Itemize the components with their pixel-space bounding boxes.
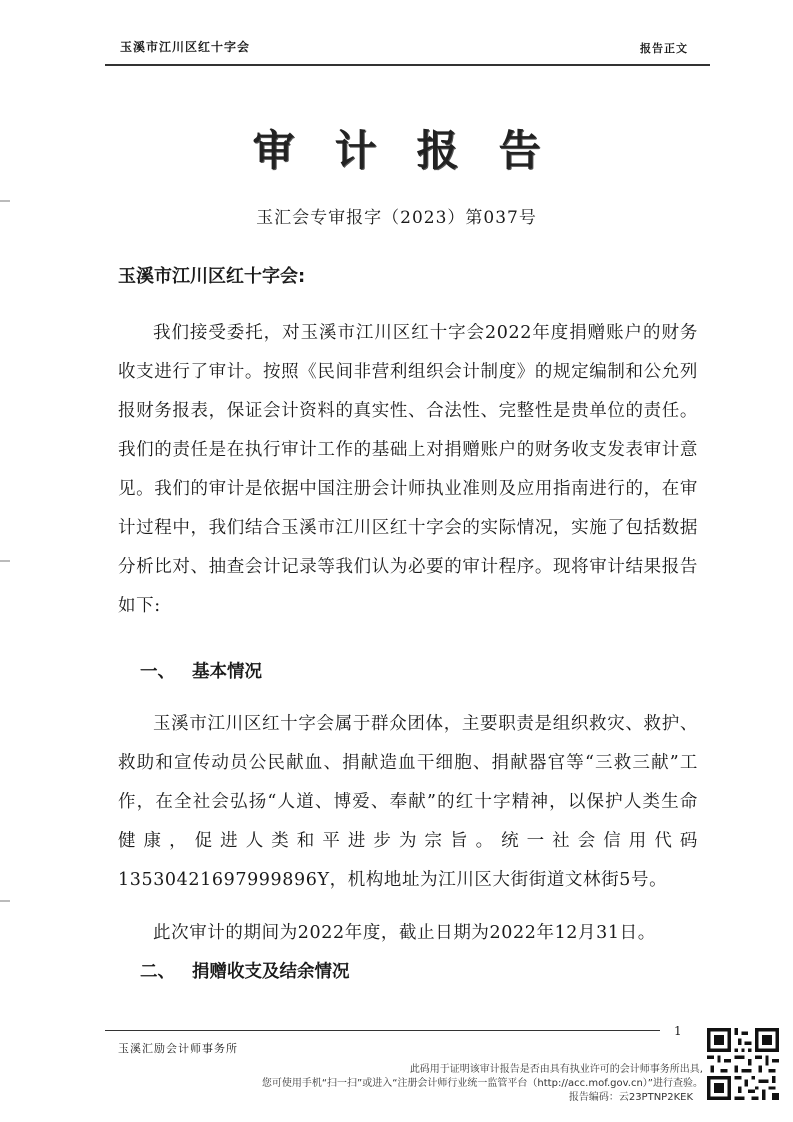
verification-note: 此码用于证明该审计报告是否由具有执业许可的会计师事务所出具, [409,1064,703,1075]
binding-mark [0,900,10,902]
verification-note: 您可使用手机“扫一扫”或进入“注册会计师行业统一监管平台（http://acc.mof.gov.cn）”进行查验。 [261,1078,703,1089]
intro-paragraph: 我们接受委托，对玉溪市江川区红十字会2022年度捐赠账户的财务收支进行了审计。按照《民间非营利组织会计制度》的规定编制和公允列报财务报表，保证会计资料的真实性、合法性、完整性是贵单位的责任。我们的责任是在执行审计工作的基础上对捐赠账户的财务收支发表审计意见。我们的审计是依据中国注册会计师执业准则及应用指南进行的，在审计过程中，我们结合玉溪市江川区红十字会的实际情况，实施了包括数据分析比对、抽查会计记录等我们认为必要的审计程序。现将审计结果报告如下: [118,323,698,616]
report-number: 玉汇会专审报字（2023）第037号 [256,208,537,228]
audit-period-paragraph: 此次审计的期间为2022年度，截止日期为2022年12月31日。 [153,923,656,943]
qr-code-icon[interactable] [707,1028,779,1100]
section-heading-donations [140,958,350,983]
report-title: 审计报告 [252,126,581,175]
section-title: 捐赠收支及结余情况 [192,962,350,982]
binding-mark [0,560,10,562]
header-org-name: 玉溪市江川区红十字会 [120,40,251,54]
section-title: 基本情况 [192,662,262,682]
firm-name: 玉溪汇励会计师事务所 [118,1042,238,1055]
report-code: 报告编码：云23PTNP2KEK [568,1092,693,1103]
basic-info-paragraph: 玉溪市江川区红十字会属于群众团体，主要职责是组织救灾、救护、救助和宣传动员公民献血、捐献造血干细胞、捐献器官等“三救三献”工作，在全社会弘扬“人道、博爱、奉献”的红十字精神，以保护人类生命健康，促进人类和平进步为宗旨。统一社会信用代码13530421697999896Y，机构地址为江川区大街街道文林街5号。 [118,714,698,890]
header-doc-tag: 报告正文 [640,42,688,55]
section-number: 二、 [140,962,175,982]
binding-mark [0,200,10,202]
section-heading-basic [140,658,262,683]
footer-divider [105,1030,660,1031]
header-divider [105,64,710,66]
addressee: 玉溪市江川区红十字会: [118,266,306,287]
page-number: 1 [674,1024,682,1038]
section-number: 一、 [140,662,175,682]
